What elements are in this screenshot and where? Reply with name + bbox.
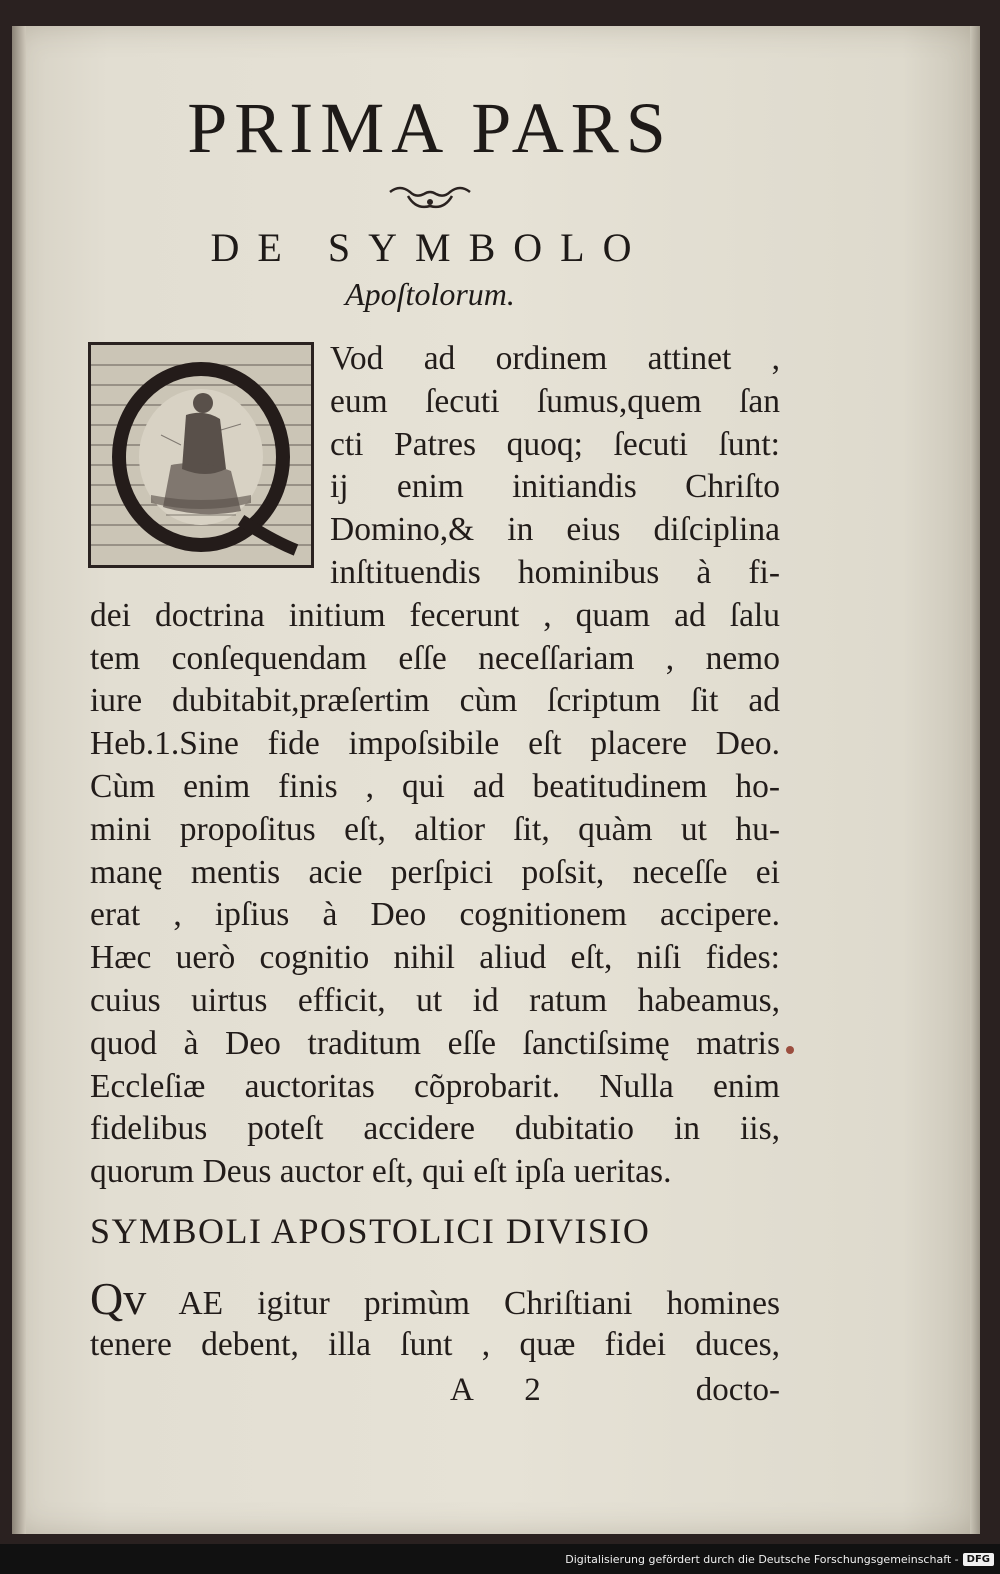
text-line: tem conſequendam eſſe neceſſariam , nemo: [90, 639, 780, 677]
text-line: iure dubitabit,præſertim cùm ſcriptum ſit ad: [90, 682, 780, 720]
section-subtitle: Apoſtolorum.: [345, 276, 515, 312]
text-line: quod à Deo traditum eſſe ſanctiſsimę matris: [90, 1024, 780, 1062]
text-line: ij enim initiandis Chriſto: [330, 468, 780, 506]
text-line: mini propoſitus eſt, altior ſit, quàm ut hu-: [90, 810, 780, 848]
text-line: Vod ad ordinem attinet ,: [330, 340, 780, 377]
text-line: Cùm enim finis , qui ad beatitudinem ho-: [90, 767, 780, 805]
page-title: PRIMA PARS: [187, 88, 673, 168]
text-line-rest: AE igitur primùm Chriſtiani homines: [178, 1285, 780, 1322]
text-line: dei doctrina initium fecerunt , quam ad ſalu: [90, 596, 780, 634]
section-title: DE SYMBOLO: [210, 225, 650, 270]
paragraph-2: [90, 1273, 780, 1368]
text-line-first: [90, 1273, 780, 1324]
ink-mark: [786, 1046, 794, 1054]
text-line: cti Patres quoq; ſecuti ſunt:: [330, 425, 780, 463]
catchline: [450, 1372, 780, 1409]
text-line: erat , ipſius à Deo cognitionem accipere.: [90, 896, 780, 934]
ornament-icon: [380, 180, 480, 216]
initial-capital: Qv: [90, 1273, 147, 1324]
text-line: Hæc uerò cognitio nihil aliud eſt, niſi fides:: [90, 939, 780, 977]
section-heading: SYMBOLI APOSTOLICI DIVISIO: [90, 1211, 651, 1251]
funding-text: Digitalisierung gefördert durch die Deutsche Forschungsgemeinschaft -: [565, 1552, 959, 1566]
text-line: quorum Deus auctor eſt, qui eſt ipſa ueritas.: [90, 1153, 672, 1191]
funding-footer: [0, 1544, 1000, 1574]
text-line: Heb.1.Sine fide impoſsibile eſt placere Deo.: [90, 725, 780, 763]
text-line: Domino,& in eius diſciplina: [330, 511, 780, 549]
signature-mark: A 2: [450, 1372, 563, 1408]
text-line: eum ſecuti ſumus,quem ſan: [330, 382, 780, 420]
page-gutter: [12, 26, 26, 1534]
text-line: inſtituendis hominibus à fi-: [330, 553, 780, 591]
text-line: tenere debent, illa ſunt , quæ fidei duces,: [90, 1326, 780, 1363]
catchword: docto-: [695, 1372, 780, 1408]
text-line: fidelibus poteſt accidere dubitatio in iis,: [90, 1110, 780, 1148]
dfg-logo: DFG: [963, 1553, 994, 1566]
text-line: manę mentis acie perſpici poſsit, neceſſe ei: [90, 853, 780, 891]
page-edge: [970, 26, 980, 1534]
text-line: Eccleſiæ auctoritas cõprobarit. Nulla enim: [90, 1067, 780, 1105]
text-line: cuius uirtus efficit, ut id ratum habeamus,: [90, 981, 780, 1019]
paragraph-1: [90, 338, 780, 1194]
